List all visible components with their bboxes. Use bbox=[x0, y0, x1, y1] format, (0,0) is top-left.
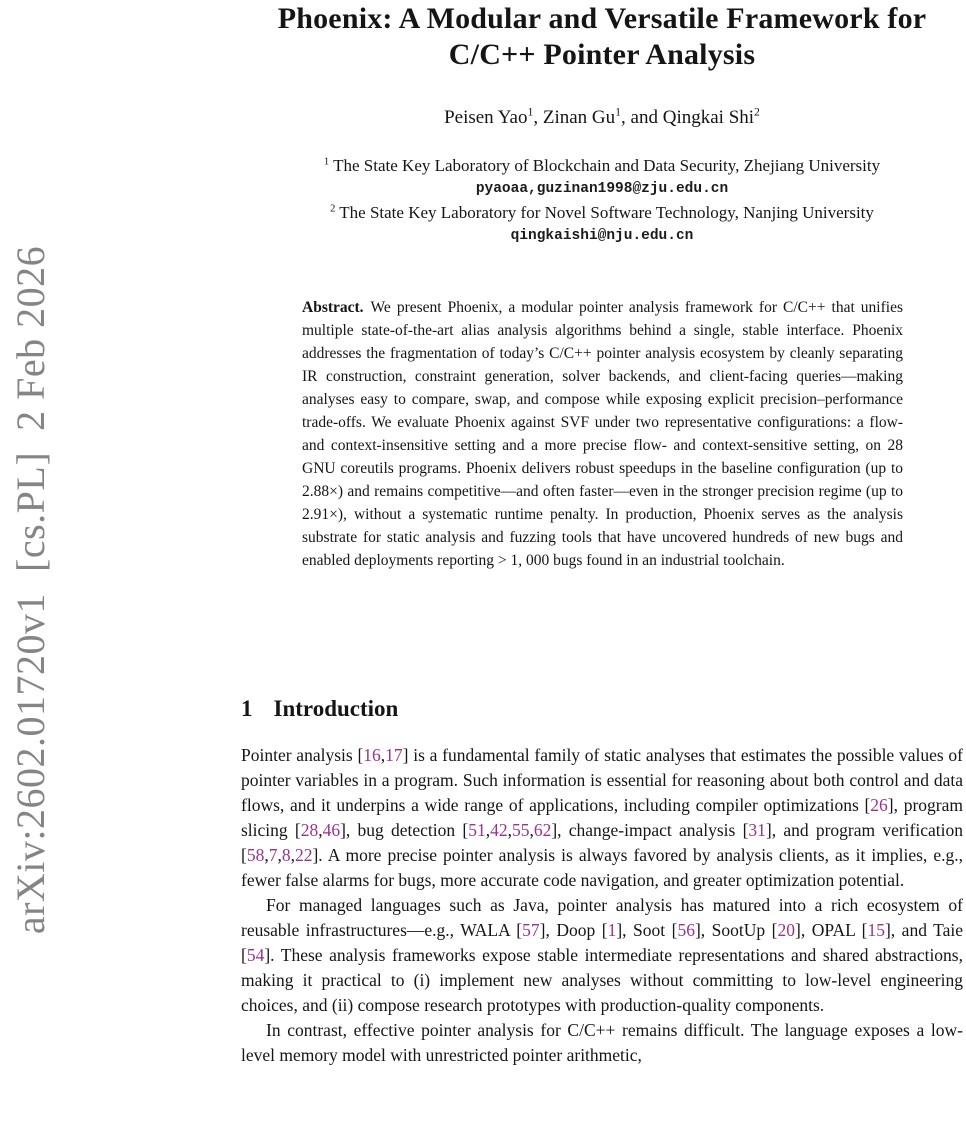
introduction-body bbox=[241, 743, 963, 1068]
abstract bbox=[302, 296, 903, 572]
section-heading-introduction bbox=[241, 696, 398, 722]
citation-link[interactable]: 62 bbox=[533, 820, 552, 840]
affiliation-1 bbox=[241, 154, 963, 201]
citation-link[interactable]: 54 bbox=[246, 945, 265, 965]
paragraph-3: In contrast, effective pointer analysis for C/C++ remains difficult. The language exposes a low-level memory model with unrestricted pointer arithmetic, bbox=[241, 1020, 963, 1065]
citation-link[interactable]: 57 bbox=[522, 920, 540, 940]
citation-link[interactable]: 8 bbox=[281, 845, 291, 865]
citation-link[interactable]: 17 bbox=[385, 745, 403, 765]
citation-link[interactable]: 46 bbox=[322, 820, 341, 840]
affiliation-2-name bbox=[241, 201, 963, 225]
citation-link[interactable]: 15 bbox=[867, 920, 885, 940]
citation-link[interactable]: 26 bbox=[870, 795, 888, 815]
authors-line: Peisen Yao$^1$, Zinan Gu$^1$, and Qingkai Shi$^2$ bbox=[444, 105, 760, 128]
section-title: Introduction bbox=[273, 696, 399, 721]
author-affiliation-marker: 1 bbox=[527, 105, 534, 119]
paragraph-1: Pointer analysis [16,17] is a fundamental family of static analyses that estimates the possible values of pointer variables in a program. Such information is essential for reasoning about both control and data flows, and it underpins a wide range of applications, including compiler optimizations [26], program slicing [28,46], bug detection [51,42,55,62], change-impact analysis [31], and program verification [58,7,8,22]. A more precise pointer analysis is always favored by analysis clients, as it implies, e.g., fewer false alarms for bugs, more accurate code navigation, and greater optimization potential. bbox=[241, 745, 963, 890]
affiliation-1-marker: 1 bbox=[323, 156, 330, 168]
affiliations-block bbox=[241, 154, 963, 248]
citation-link[interactable]: 20 bbox=[777, 920, 795, 940]
citation-link[interactable]: 55 bbox=[511, 820, 530, 840]
citation-link[interactable]: 22 bbox=[294, 845, 313, 865]
affiliation-2 bbox=[241, 201, 963, 248]
abstract-label: Abstract. bbox=[302, 299, 364, 316]
paper-title-line-1: Phoenix: A Modular and Versatile Framework for bbox=[277, 2, 927, 35]
affiliation-1-text: The State Key Laboratory of Blockchain and Data Security, Zhejiang University bbox=[329, 156, 881, 175]
citation-link[interactable]: 1 bbox=[607, 920, 617, 940]
citation-link[interactable]: 51 bbox=[468, 820, 486, 840]
citation-link[interactable]: 16 bbox=[363, 745, 381, 765]
paper-title bbox=[241, 1, 963, 73]
affiliation-2-text: The State Key Laboratory for Novel Software Technology, Nanjing University bbox=[335, 203, 874, 222]
affiliation-2-marker: 2 bbox=[330, 203, 336, 215]
affiliation-1-name bbox=[241, 154, 963, 178]
citation-link[interactable]: 56 bbox=[677, 920, 695, 940]
author-affiliation-marker: 2 bbox=[754, 105, 760, 119]
citation-link[interactable]: 58 bbox=[246, 845, 265, 865]
paragraph-2: For managed languages such as Java, pointer analysis has matured into a rich ecosystem of reusable infrastructures—e.g., WALA [57], Doop [1], Soot [56], SootUp [20], OPAL [15], and Taie [54]. These analysis frameworks expose stable intermediate representations and shared abstractions, making it practical to (i) implement new analyses without committing to low-level engineering choices, and (ii) compose research prototypes with production-quality components. bbox=[241, 895, 963, 1015]
affiliation-1-email: pyaoaa,guzinan1998@zju.edu.cn bbox=[475, 181, 729, 197]
author-affiliation-marker: 1 bbox=[615, 105, 622, 119]
affiliation-2-email: qingkaishi@nju.edu.cn bbox=[510, 228, 694, 244]
section-number: 1 bbox=[241, 696, 253, 721]
abstract-text: We present Phoenix, a modular pointer analysis framework for C/C++ that unifies multiple state-of-the-art alias analysis algorithms behind a single, stable interface. Phoenix addresses the fragmentation of today’s C/C++ pointer analysis ecosystem by cleanly separating IR construction, constraint generation, solver backends, and client-facing queries—making analyses easy to compare, swap, and compose while exposing explicit precision–performance trade-offs. We evaluate Phoenix against SVF under two representative configurations: a flow- and context-insensitive setting and a more precise flow- and context-sensitive setting, on 28 GNU coreutils programs. Phoenix delivers robust speedups in the baseline configuration (up to 2.88×) and remains competitive—and often faster—even in the stronger precision regime (up to 2.91×), without a systematic runtime penalty. In production, Phoenix serves as the analysis substrate for static analysis and fuzzing tools that have uncovered hundreds of new bugs and enabled deployments reporting > 1, 000 bugs found in an industrial toolchain. bbox=[302, 299, 903, 569]
citation-link[interactable]: 7 bbox=[268, 845, 278, 865]
paper-title-line-2: C/C++ Pointer Analysis bbox=[448, 38, 756, 71]
arxiv-stamp: arXiv:2602.01720v1 [cs.PL] 2 Feb 2026 bbox=[8, 245, 53, 935]
paper-content-column bbox=[241, 0, 963, 1145]
citation-link[interactable]: 28 bbox=[300, 820, 319, 840]
citation-link[interactable]: 31 bbox=[748, 820, 766, 840]
citation-link[interactable]: 42 bbox=[490, 820, 508, 840]
